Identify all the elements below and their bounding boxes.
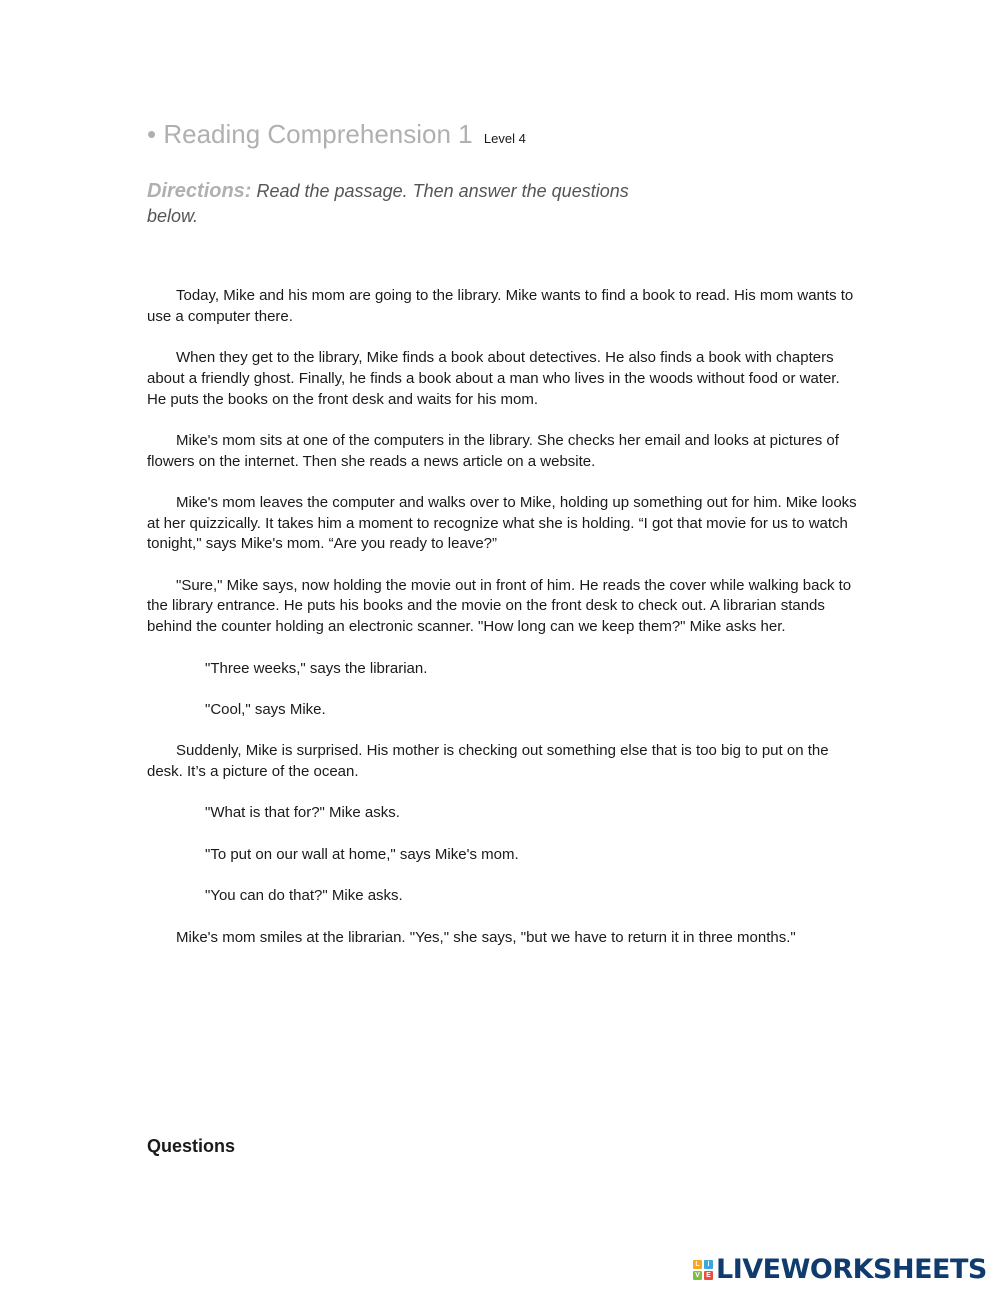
directions-text: Read the passage. Then answer the questions below. bbox=[147, 181, 629, 226]
title-text: • Reading Comprehension 1 bbox=[147, 119, 473, 149]
passage-paragraph: Mike's mom smiles at the librarian. "Yes," she says, "but we have to return it in three months." bbox=[176, 928, 796, 946]
liveworksheets-logo-icon bbox=[693, 1260, 713, 1280]
dialogue-line: "Three weeks," says the librarian. bbox=[205, 659, 428, 677]
directions-label: Directions: bbox=[147, 180, 252, 202]
logo-tile: E bbox=[704, 1271, 713, 1280]
logo-tile: I bbox=[704, 1260, 713, 1269]
logo-text: LIVEWORKSHEETS bbox=[716, 1254, 987, 1285]
reading-passage bbox=[147, 286, 857, 969]
passage-paragraph: When they get to the library, Mike finds a book about detectives. He also finds a book with chapters about a friendly ghost. Finally, he finds a book about a man who lives in the woods without food or water. He puts the books on the front desk and waits for his mom. bbox=[147, 349, 840, 408]
passage-paragraph: Mike's mom leaves the computer and walks over to Mike, holding up something out for him. Mike looks at her quizzically. It takes him a moment to recognize what she is holding. “I got that movie for us to watch tonight," says Mike's mom. “Are you ready to leave?” bbox=[147, 493, 857, 553]
dialogue-line: "To put on our wall at home," says Mike's mom. bbox=[205, 845, 519, 863]
page-title bbox=[147, 118, 526, 155]
dialogue-line: "You can do that?" Mike asks. bbox=[205, 887, 403, 905]
logo-tile: L bbox=[693, 1260, 702, 1269]
dialogue-line: "What is that for?" Mike asks. bbox=[205, 804, 400, 822]
level-label: Level 4 bbox=[483, 131, 526, 146]
questions-heading: Questions bbox=[147, 1136, 236, 1156]
logo-tile: V bbox=[693, 1271, 702, 1280]
passage-paragraph: Mike's mom sits at one of the computers in the library. She checks her email and looks at pictures of flowers on the internet. Then she reads a news article on a website. bbox=[147, 431, 839, 470]
dialogue-line: "Cool," says Mike. bbox=[205, 700, 326, 718]
passage-paragraph: "Sure," Mike says, now holding the movie out in front of him. He reads the cover while walking back to the library entrance. He puts his books and the movie on the front desk to check out. A librarian stands behind the counter holding an electronic scanner. "How long can we keep them?" Mike asks her. bbox=[147, 576, 852, 636]
passage-paragraph: Suddenly, Mike is surprised. His mother is checking out something else that is too big to put on the desk. It’s a picture of the ocean. bbox=[147, 742, 829, 781]
passage-paragraph: Today, Mike and his mom are going to the library. Mike wants to find a book to read. His mom wants to use a computer there. bbox=[147, 287, 854, 325]
directions bbox=[147, 179, 647, 229]
liveworksheets-logo bbox=[693, 1255, 987, 1285]
